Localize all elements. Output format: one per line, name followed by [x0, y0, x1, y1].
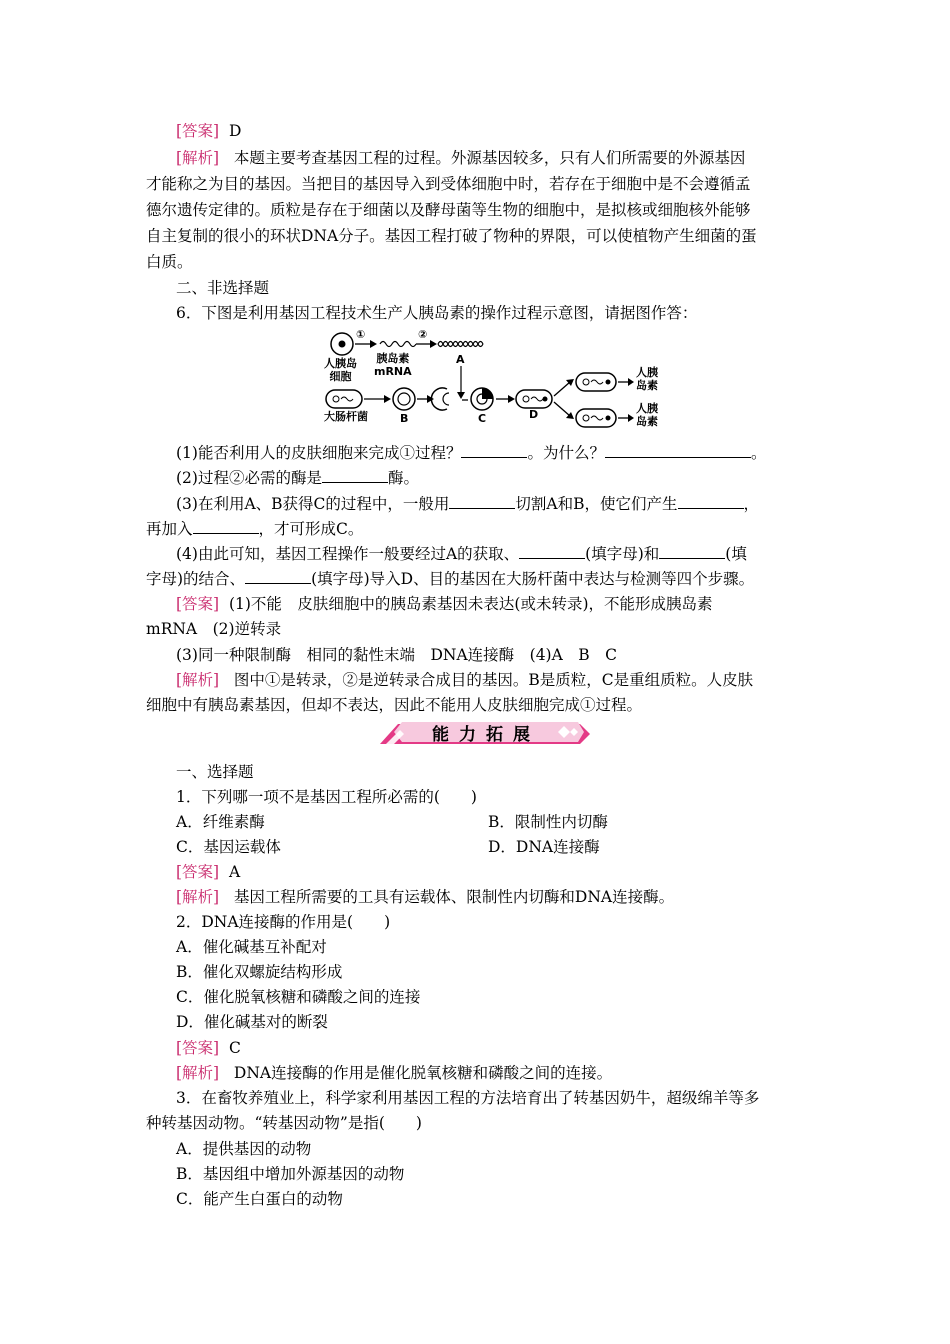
analysis-tag: [解析] [176, 149, 220, 167]
option-b: B．催化双螺旋结构形成 [176, 963, 343, 981]
mrna-strand-shape [380, 342, 416, 347]
q6-sub4-cont: 字母)的结合、 (填字母)导入D、目的基因在大肠杆菌中表达与检测等四个步骤。 [146, 567, 806, 592]
option-d: D．催化碱基对的断裂 [176, 1013, 328, 1031]
q1-stem: 1．下列哪一项不是基因工程所必需的( ) [176, 788, 477, 806]
analysis-tag: [解析] [176, 888, 220, 906]
answer-text: A [228, 863, 241, 881]
product-bottom-label: 人胰 岛素 [636, 402, 658, 428]
q2-answer-line [176, 1036, 836, 1061]
cell-label: 人胰岛 细胞 [324, 357, 357, 383]
step1-label: ① [356, 328, 366, 341]
q1-options-row1 [176, 810, 836, 835]
label-a: A [456, 353, 465, 366]
answer-tag: [答案] [176, 595, 220, 613]
answer-blank [659, 542, 725, 559]
option-a: A．提供基因的动物 [176, 1140, 312, 1158]
q6-analysis-line [176, 668, 836, 693]
step2-label: ② [418, 328, 428, 341]
answer-blank [322, 466, 388, 483]
section-title: 二、非选择题 [176, 279, 270, 297]
answer-tag: [答案] [176, 122, 220, 140]
analysis-text: 细胞中有胰岛素基因，但却不表达，因此不能用人皮肤细胞完成①过程。 [146, 696, 643, 714]
answer-text: D [228, 122, 242, 140]
q2-analysis-line [176, 1061, 836, 1086]
answer-blank [245, 567, 311, 584]
analysis-text: DNA连接酶的作用是催化脱氧核糖和磷酸之间的连接。 [233, 1064, 613, 1082]
q6-sub3-cont: 再加入 ，才可形成C。 [146, 517, 806, 542]
option-c: C．基因运载体 [176, 838, 281, 856]
insulin-process-diagram [322, 330, 662, 430]
q1-analysis-line [176, 885, 836, 910]
product-top-label: 人胰 岛素 [636, 366, 658, 392]
q6-sub3: (3)在利用A、B获得C的过程中，一般用 切割A和B，使它们产生 ， [176, 492, 836, 517]
q5-analysis-line [176, 146, 836, 171]
option-c: C．催化脱氧核糖和磷酸之间的连接 [176, 988, 421, 1006]
ecoli-shape [326, 390, 362, 408]
analysis-text: 本题主要考查基因工程的过程。外源基因较多，只有人们所需要的外源基因 [233, 149, 746, 167]
analysis-text: 基因工程所需要的工具有运载体、限制性内切酶和DNA连接酶。 [233, 888, 675, 906]
analysis-text: 图中①是转录，②是逆转录合成目的基因。B是质粒，C是重组质粒。人皮肤 [233, 671, 754, 689]
option-c: C．能产生白蛋白的动物 [176, 1190, 343, 1208]
answer-tag: [答案] [176, 863, 220, 881]
analysis-tag: [解析] [176, 671, 220, 689]
analysis-text: 白质。 [146, 253, 193, 271]
analysis-text: 自主复制的很小的环状DNA分子。基因工程打破了物种的界限，可以使植物产生细菌的蛋 [146, 227, 757, 245]
plasmid-b-shape [393, 388, 415, 410]
option-a: A．催化碱基互补配对 [176, 938, 327, 956]
q6-sub4: (4)由此可知，基因工程操作一般要经过A的获取、 (填字母)和 (填 [176, 542, 836, 567]
answer-blank [449, 492, 515, 509]
q6-stem: 6．下图是利用基因工程技术生产人胰岛素的操作过程示意图，请据图作答： [176, 304, 698, 322]
section-title: 一、选择题 [176, 763, 254, 781]
analysis-text: 才能称之为目的基因。当把目的基因导入到受体细胞中时，若存在于细胞中是不会遵循孟 [146, 175, 751, 193]
answer-blank [193, 517, 259, 534]
answer-tag: [答案] [176, 1039, 220, 1057]
ecoli-label: 大肠杆菌 [324, 410, 368, 423]
answer-blank [519, 542, 585, 559]
answer-text: (3)同一种限制酶 相同的黏性末端 DNA连接酶 (4)A B C [176, 646, 618, 664]
analysis-text: 德尔遗传定律的。质粒是存在于细菌以及酵母菌等生物的细胞中，是拟核或细胞核外能够 [146, 201, 751, 219]
option-b: B．限制性内切酶 [488, 813, 608, 831]
q1-options-row2 [176, 835, 836, 860]
q6-sub2: (2)过程②必需的酶是 酶。 [176, 466, 836, 491]
option-d: D．DNA连接酶 [488, 838, 600, 856]
q3-stem-cont: 种转基因动物。“转基因动物”是指( ) [146, 1114, 422, 1132]
q2-stem: 2．DNA连接酶的作用是( ) [176, 913, 391, 931]
section-banner [380, 718, 590, 748]
mrna-label: 胰岛素 mRNA [374, 352, 412, 378]
diagram-graphics [322, 330, 662, 430]
q6-answer-line [176, 592, 836, 617]
answer-blank [461, 441, 527, 458]
answer-text: C [228, 1039, 241, 1057]
label-c: C [478, 412, 487, 425]
answer-blank [605, 441, 751, 458]
banner-title: 能力拓展 [432, 725, 540, 745]
answer-text: (1)不能 皮肤细胞中的胰岛素基因未表达(或未转录)，不能形成胰岛素 [228, 595, 713, 613]
analysis-tag: [解析] [176, 1064, 220, 1082]
q1-answer-line [176, 860, 836, 885]
q3-stem: 3．在畜牧养殖业上，科学家利用基因工程的方法培育出了转基因奶牛，超级绵羊等多 [176, 1089, 760, 1107]
q5-answer-line [176, 119, 836, 144]
answer-text: mRNA (2)逆转录 [146, 620, 282, 638]
label-d: D [529, 408, 539, 421]
label-b: B [400, 412, 409, 425]
answer-blank [678, 492, 744, 509]
option-a: A．纤维素酶 [176, 813, 265, 831]
option-b: B．基因组中增加外源基因的动物 [176, 1165, 405, 1183]
q6-sub1: (1)能否利用人的皮肤细胞来完成①过程？ 。为什么？ 。 [176, 441, 836, 466]
cell-nucleus-shape [339, 341, 346, 348]
